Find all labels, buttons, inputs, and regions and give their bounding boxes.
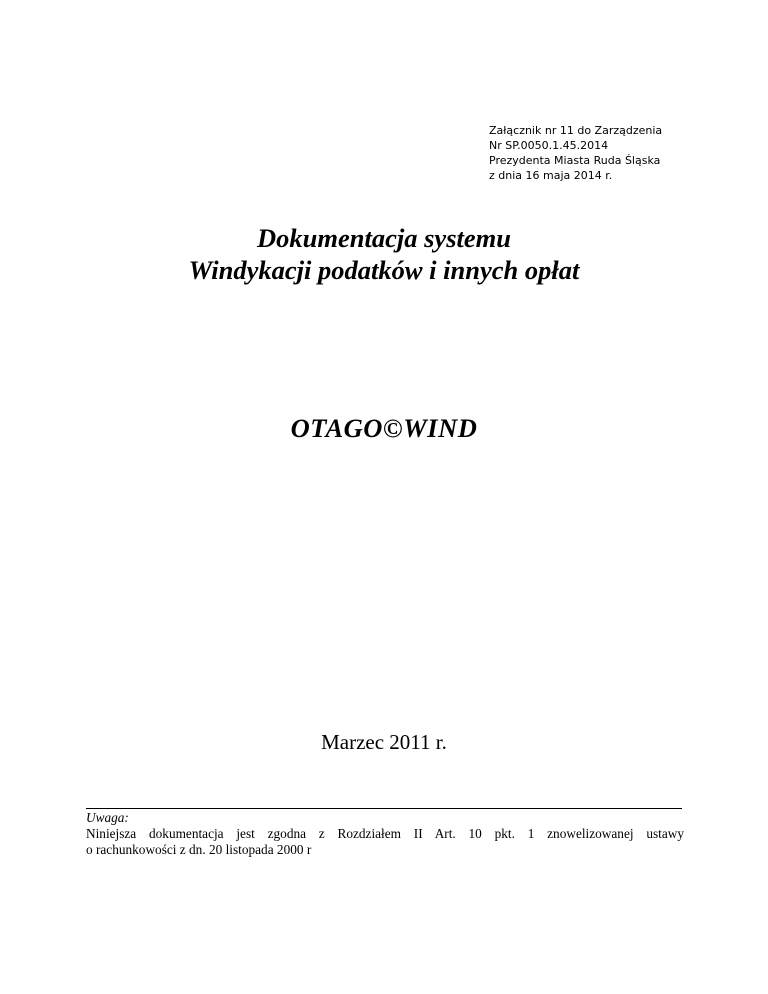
attachment-note-line: Nr SP.0050.1.45.2014: [489, 139, 609, 152]
attachment-note-line: z dnia 16 maja 2014 r.: [489, 169, 613, 182]
document-title: [0, 222, 768, 286]
note-text-line-2: o rachunkowości z dn. 20 listopada 2000 r: [86, 842, 312, 857]
document-title-line-2: Windykacji podatków i innych opłat: [188, 255, 580, 285]
attachment-note-line: Prezydenta Miasta Ruda Śląska: [489, 154, 661, 167]
note-block: [86, 810, 684, 858]
document-title-line-1: Dokumentacja systemu: [257, 223, 511, 253]
product-name: OTAGO©WIND: [290, 413, 478, 443]
note-label: Uwaga:: [86, 810, 129, 825]
attachment-note: [489, 123, 749, 183]
attachment-note-line: Załącznik nr 11 do Zarządzenia: [489, 124, 663, 137]
document-date: Marzec 2011 r.: [321, 730, 447, 754]
note-text-line-1: Niniejsza dokumentacja jest zgodna z Rozdziałem II Art. 10 pkt. 1 znowelizowanej ustawy: [86, 826, 684, 841]
note-divider: [86, 808, 682, 809]
